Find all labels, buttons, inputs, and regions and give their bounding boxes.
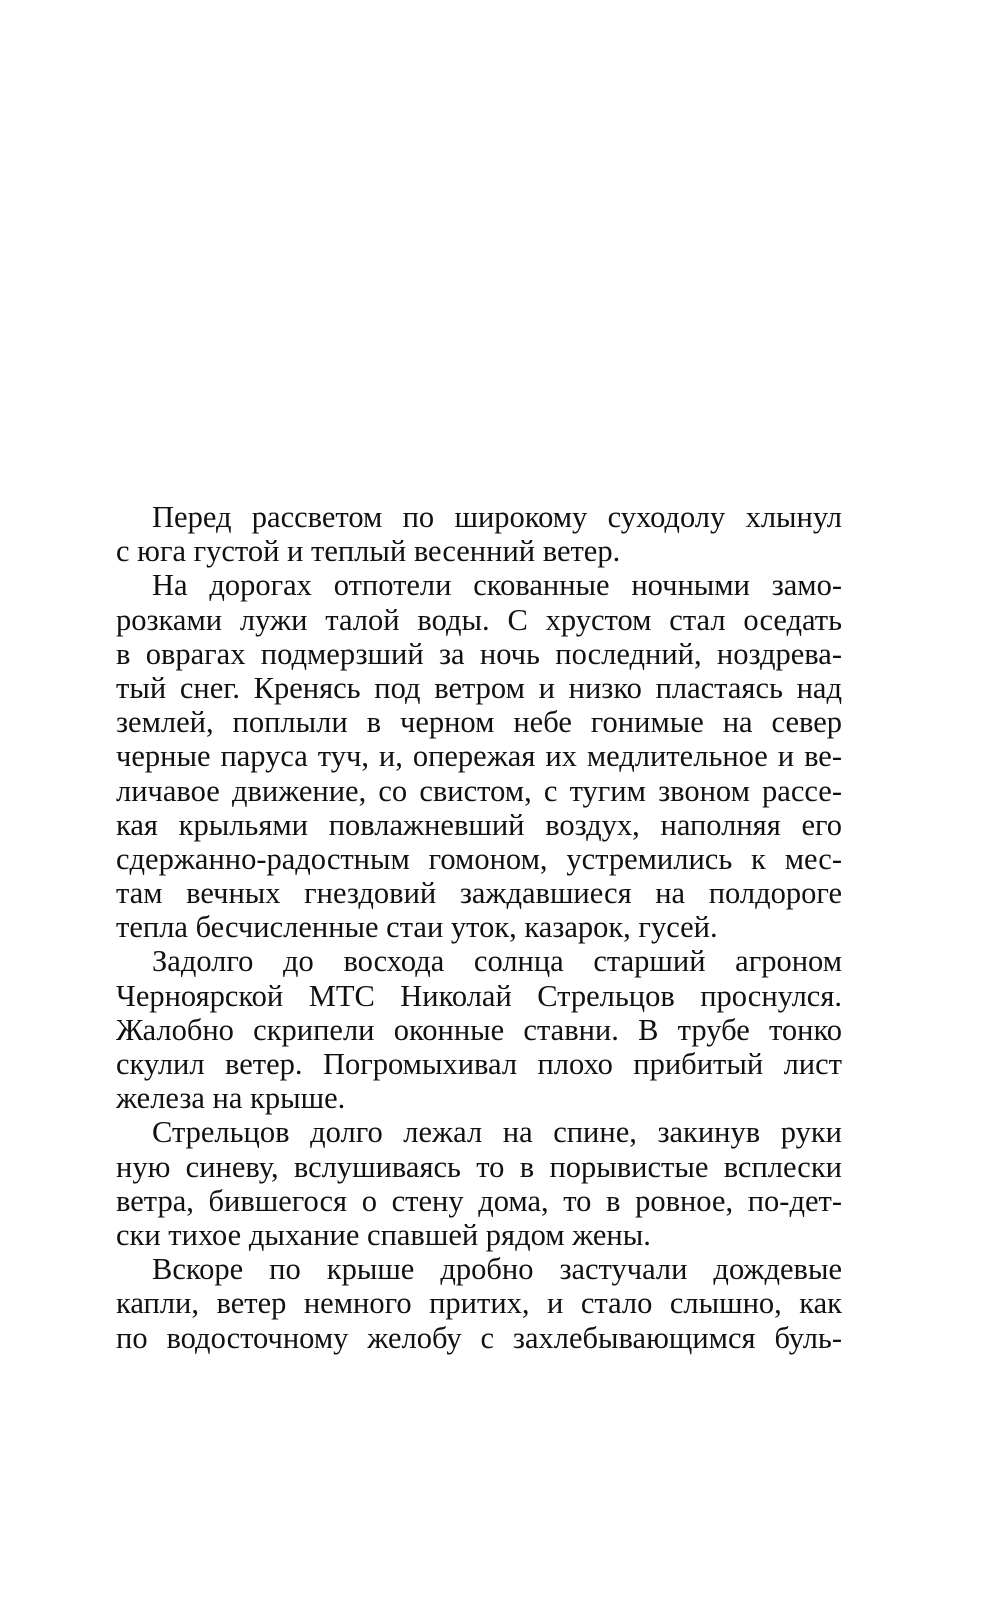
text-line: железа на крыше. <box>116 1081 346 1116</box>
text-line: Вскоре по крыше дробно застучали дождевые <box>152 1252 842 1287</box>
text-line: Жалобно скрипели оконные ставни. В трубе тонко <box>116 1012 842 1047</box>
text-line: ную синеву, вслушиваясь то в порывистые всплески <box>116 1149 842 1184</box>
text-line: личавое движение, со свистом, с тугим звоном рассе- <box>116 773 842 808</box>
paragraph <box>116 500 842 568</box>
text-line: ветра, бившегося о стену дома, то в ровное, по-дет- <box>116 1183 842 1218</box>
text-line: в оврагах подмерзший за ночь последний, ноздрева- <box>116 636 842 671</box>
text-line: черные паруса туч, и, опережая их медлительное и ве- <box>116 739 842 774</box>
text-line: Стрельцов долго лежал на спине, закинув руки <box>152 1115 842 1150</box>
text-line: землей, поплыли в черном небе гонимые на север <box>116 705 842 740</box>
text-line: тепла бесчисленные стаи уток, казарок, гусей. <box>116 910 718 945</box>
text-line: На дорогах отпотели скованные ночными замо- <box>152 568 842 603</box>
paragraph <box>116 944 842 1115</box>
text-line: тый снег. Кренясь под ветром и низко пластаясь над <box>116 670 842 705</box>
text-line: там вечных гнездовий заждавшиеся на полдороге <box>116 876 842 911</box>
paragraph <box>116 568 842 944</box>
text-line: Задолго до восхода солнца старший агроном <box>152 944 842 979</box>
text-line: Перед рассветом по широкому суходолу хлынул <box>152 500 842 534</box>
text-line: ски тихое дыхание спавшей рядом жены. <box>116 1217 651 1252</box>
paragraph <box>116 1115 842 1252</box>
text-line: сдержанно-радостным гомоном, устремились к мес- <box>116 841 842 876</box>
text-line: капли, ветер немного притих, и стало слышно, как <box>116 1286 842 1321</box>
text-line: Черноярской МТС Николай Стрельцов проснулся. <box>116 978 842 1013</box>
text-line: скулил ветер. Погромыхивал плохо прибитый лист <box>116 1047 842 1081</box>
body-text <box>116 500 842 1355</box>
paragraph <box>116 1252 842 1355</box>
text-line: по водосточному желобу с захлебывающимся буль- <box>116 1320 842 1355</box>
text-line: с юга густой и теплый весенний ветер. <box>116 534 621 569</box>
text-line: кая крыльями повлажневший воздух, наполняя его <box>116 807 842 842</box>
text-line: розками лужи талой воды. С хрустом стал оседать <box>116 602 842 637</box>
